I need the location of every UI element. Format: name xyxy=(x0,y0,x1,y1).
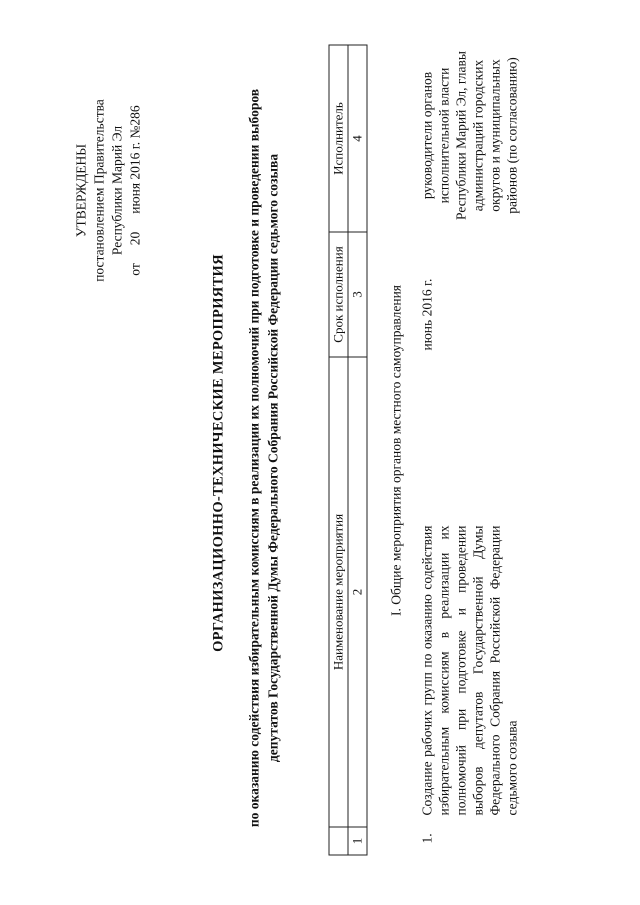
row-number: 1. xyxy=(419,832,434,843)
approval-republic: Республики Марий Эл xyxy=(109,125,124,255)
row-executor: руководители органов исполнительной власти Республики Марий Эл, главы администраций городских округов и муниципальных районов (по согласованию) xyxy=(419,50,519,220)
approval-decree: постановлением Правительства xyxy=(91,98,106,282)
row-term: июнь 2016 г. xyxy=(419,278,434,350)
col-number-4: 4 xyxy=(348,45,367,232)
col-number-3: 3 xyxy=(348,232,367,357)
approval-stamp xyxy=(72,70,144,310)
col-number-2: 2 xyxy=(348,357,367,827)
row-name: Создание рабочих групп по оказанию содействия избирательным комиссиям в реализации их полномочий при подготовке и проведении выборов депутатов Государственной Думы Федерального Собрания Российской Федерации седьмого созыва xyxy=(419,525,519,815)
header-executor: Исполнитель xyxy=(329,45,348,232)
approval-date-day: 20 xyxy=(127,231,142,245)
approval-date-prefix: от xyxy=(127,262,142,276)
col-number-1: 1 xyxy=(348,827,367,855)
document-title: ОРГАНИЗАЦИОННО-ТЕХНИЧЕСКИЕ МЕРОПРИЯТИЯ xyxy=(210,253,226,652)
header-name: Наименование мероприятия xyxy=(329,357,348,827)
approval-date-rest: июня 2016 г. №286 xyxy=(127,104,142,214)
plan-table xyxy=(328,44,367,855)
approval-date xyxy=(126,70,144,310)
table-number-row xyxy=(348,45,367,855)
document-subtitle: по оказанию содействия избирательным комиссиям в реализации их полномочий при подготовке и проведении выборов депутатов Государственной Думы Федерального Собрания Российской Федерации седьмого созыва xyxy=(246,88,280,827)
approval-heading: УТВЕРЖДЕНЫ xyxy=(73,143,88,237)
table-header-row xyxy=(329,45,348,855)
header-num xyxy=(329,827,348,855)
section-heading: I. Общие мероприятия органов местного самоуправления xyxy=(388,284,403,616)
header-term: Срок исполнения xyxy=(329,232,348,357)
